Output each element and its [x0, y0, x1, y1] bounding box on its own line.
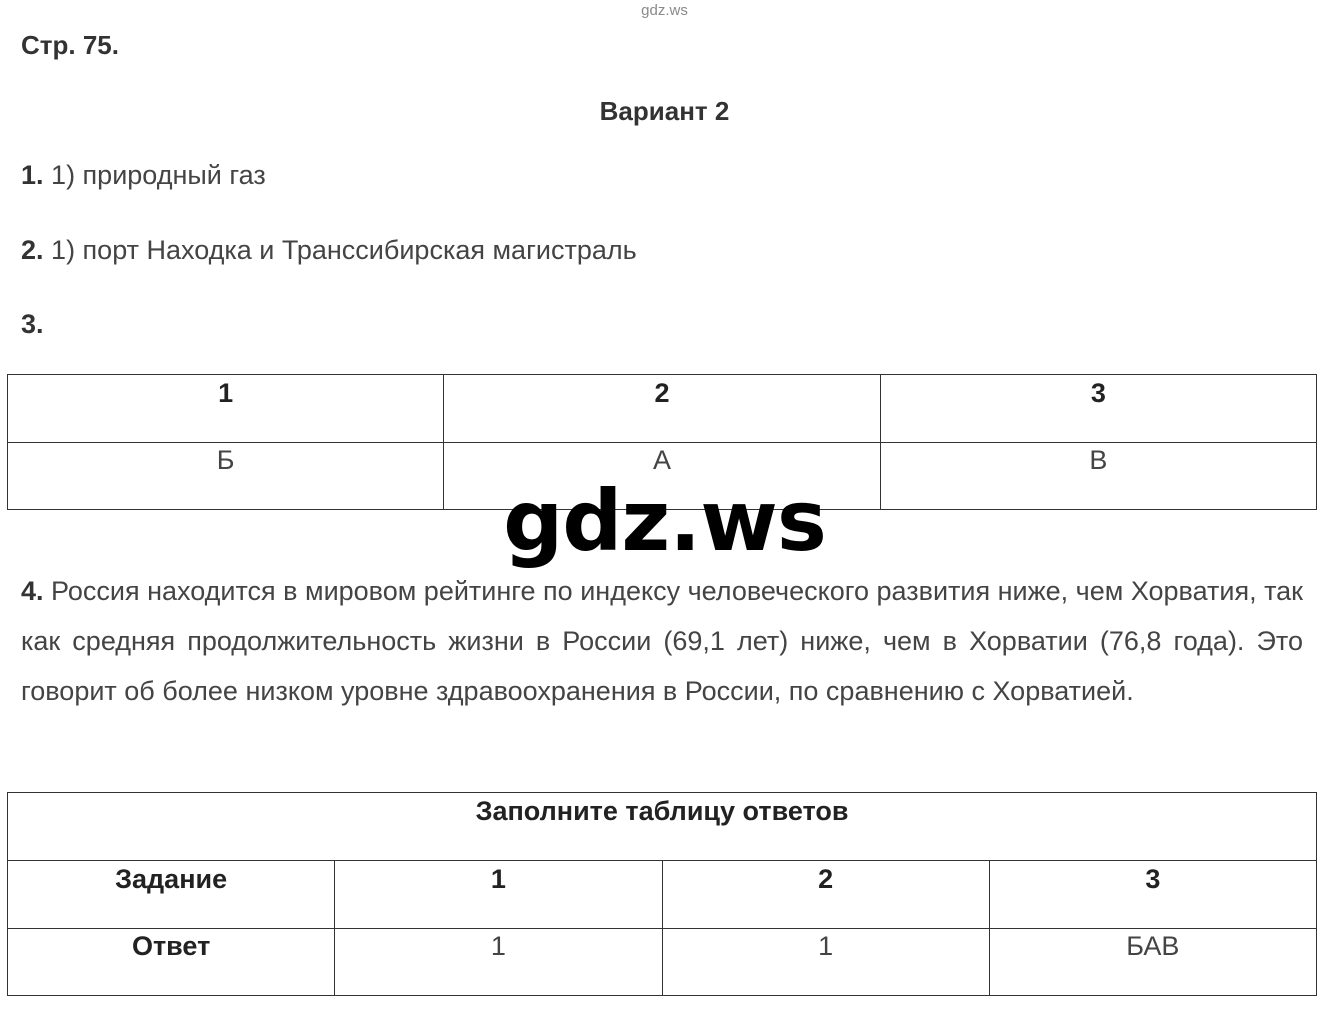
question-1-answer: 1) природный газ	[51, 160, 266, 190]
answer-cell: 1	[335, 929, 662, 996]
variant-heading: Вариант 2	[599, 96, 730, 126]
row-label-task: Задание	[8, 861, 335, 929]
question-3-number: 3.	[21, 309, 44, 339]
question-4	[21, 566, 1303, 716]
answers-table-caption: Заполните таблицу ответов	[8, 793, 1317, 861]
table-cell: Б	[8, 443, 444, 510]
question-4-answer: Россия находится в мировом рейтинге по индексу человеческого развития ниже, чем Хорватия, так как средняя продолжительность жизни в России (69,1 лет) ниже, чем в Хорватии (76,8 года). Это говорит об более низком уровне здравоохранения в России, по сравнению с Хорватией.	[21, 576, 1303, 706]
table-cell: В	[880, 443, 1316, 510]
task-number-cell: 3	[989, 861, 1316, 929]
table-header-cell: 2	[444, 375, 880, 443]
page-reference: Стр. 75.	[21, 30, 119, 60]
top-watermark: gdz.ws	[641, 2, 688, 19]
answers-table-task-row	[8, 861, 1317, 929]
answers-table-caption-row	[8, 793, 1317, 861]
table-header-cell: 1	[8, 375, 444, 443]
question-1-number: 1.	[21, 160, 44, 190]
question-2-answer: 1) порт Находка и Транссибирская магистраль	[51, 235, 637, 265]
answers-table	[7, 792, 1317, 996]
table-cell: А	[444, 443, 880, 510]
question-1	[21, 160, 266, 191]
task-number-cell: 1	[335, 861, 662, 929]
question-2-number: 2.	[21, 235, 44, 265]
row-label-answer: Ответ	[8, 929, 335, 996]
question-3	[21, 309, 44, 340]
center-watermark: gdz.ws	[503, 472, 826, 570]
question-4-number: 4.	[21, 576, 44, 606]
table-header-cell: 3	[880, 375, 1316, 443]
task-number-cell: 2	[662, 861, 989, 929]
answers-table-answer-row	[8, 929, 1317, 996]
question-2	[21, 235, 637, 266]
answer-cell: 1	[662, 929, 989, 996]
answer-cell: БАВ	[989, 929, 1316, 996]
table-header-row	[8, 375, 1317, 443]
